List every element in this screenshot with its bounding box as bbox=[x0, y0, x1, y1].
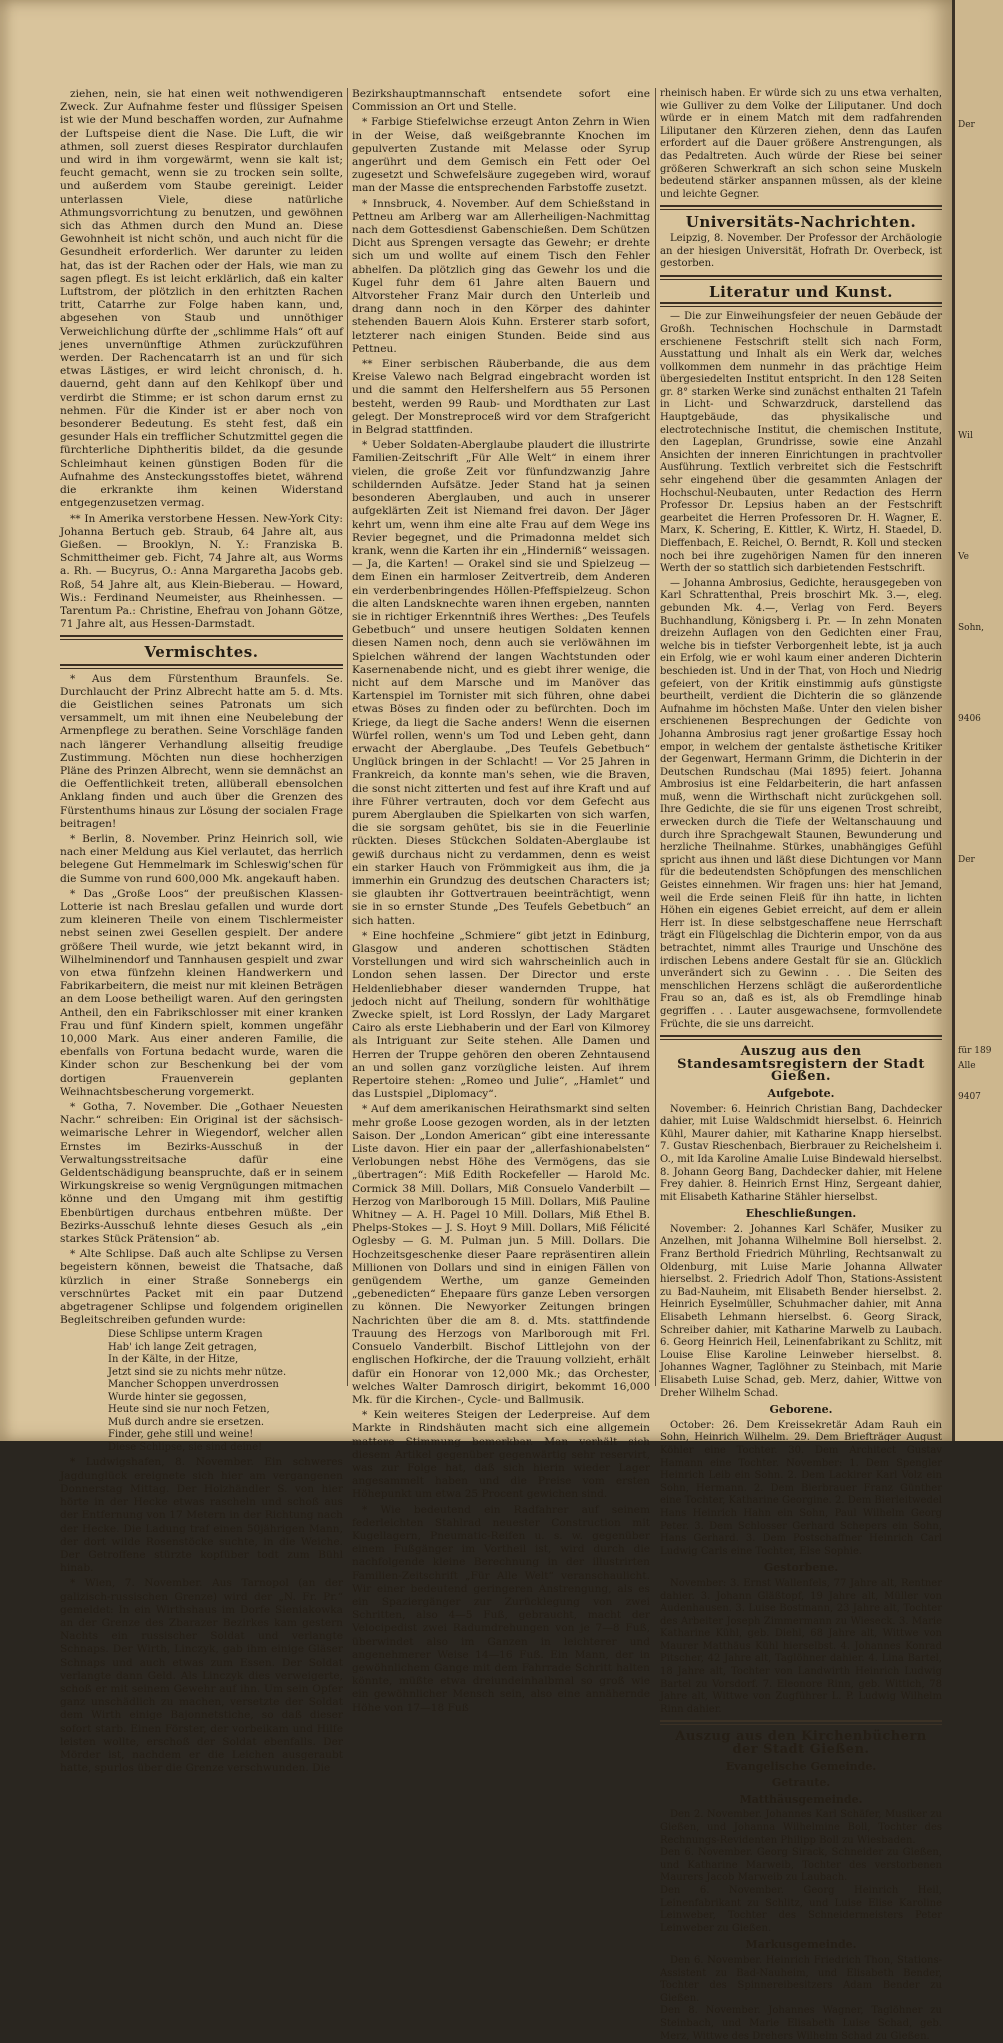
register-aufgebote: November: 6. Heinrich Christian Bang, Dachdecker dahier, mit Luise Waldschmidt hierselbst. 6. Heinrich Kühl, Maurer dahier, mit Katharine Knapp hierselbst. 7. Gustav Rieschenbach, Bierbrauer zu Reichelsheim i. O., mit Ida Karoline Amalie Luise Bindewald hierselbst. 8. Johann Georg Bang, Dachdecker dahier, mit Helene Frey dahier. 8. Heinrich Ernst Hinz, Sergeant dahier, mit Elisabeth Katharine Stähler hierselbst. bbox=[660, 1103, 942, 1203]
poem-line: Wurde hinter sie gegossen, bbox=[108, 1391, 247, 1403]
register-markus: Den 6. November. Heinrich Friedrich Thon, Stations-Assistent zu Bad-Nauheim, und Elisabeth Bender, Tochter des Spinnereibesitzers Adam Bender zu Gießen. Den 8. November. Johannes Wagner, Taglöhner zu Steinbach, und Marie Elisabeth Luise Schad, geb. Merz, Wittwe des Drehers Wilhelm Schad zu Gießen. bbox=[660, 1954, 942, 2042]
article-berlin: * Berlin, 8. November. Prinz Heinrich soll, wie nach einer Meldung aus Kiel verlautet, das herrlich belegene Gut Hemmelmark im Schleswig'schen für die Summe von rund 600,000 Mk. angekauft haben. bbox=[60, 832, 343, 885]
adjacent-page-edge bbox=[952, 0, 1003, 1441]
edge-text: für 189 bbox=[958, 1046, 992, 1056]
article-radfahrer: * Wie bedeutend ein Radfahrer auf seinem federleichten Stahlrad neuester Construction mit Kugellagern, Pneumatic-Reifen u. s. w. gegenüber einem Fußgänger im Vortheil ist, wird durch die nachfolgende kleine Berechnung in der illustrirten Familien-Zeitschrift „Für Alle Welt“ veranschaulicht. Wir einer bedeutend geringeren Anstrengung, als es ein Spaziergänger zur Zurücklegung von zwei Schritten, also 4—5 Fuß, gebraucht, macht der Velocipedist zwei Radumdrehungen von je 7—8 Fuß, überwindet also im Ganzen in leichterer und angenehmerer Weise 14—16 Fuß. Ein Mann, der in gewöhnlichem Gange mit dem Fahrrade Schritt halten könnte, müßte etwa dreiundeinhalbmal so groß wie ein gewöhnlicher Mensch sein, also eine annähernde Höhe von 17—18 Fuß bbox=[352, 1503, 650, 1714]
article-raeuberbande: ** Einer serbischen Räuberbande, die aus dem Kreise Valewo nach Belgrad eingebracht worden ist und die sammt den Helfershelfern aus 55 Personen besteht, werden 99 Raub- und Mordthaten zur Last gelegt. Der Monstreproceß wird vor dem Strafgericht in Belgrad stattfinden. bbox=[352, 358, 650, 437]
article-soldaten-aberglaube: * Ueber Soldaten-Aberglaube plaudert die illustrirte Familien-Zeitschrift „Für Alle Welt“ in einem ihrer vielen, die große Zeit vor fünfundzwanzig Jahre schildernden Aufsätze. Jeder Stand hat ja seinen besonderen Aberglauben, und auch in unserer aufgeklärten Zeit ist Niemand frei davon. Der Jäger kehrt um, wenn ihm eine alte Frau auf dem Wege ins Revier begegnet, und die Primadonna meldet sich krank, wenn die Karten ihr ein „Hinderniß“ weissagen. — Ja, die Karten! — Orakel sind sie und Spielzeug — dem Einen ein harmloser Zeitvertreib, dem Anderen ein verderbenbringendes Höllen-Pfeffspielzeug. Schon die alten Landsknechte waren ihnen ergeben, nannten sie in richtiger Erkenntniß ihres Werthes: „Des Teufels Gebetbuch“ und unsere heutigen Soldaten kennen diesen Namen noch, denn auch sie verlöwähnen im Spielchen während der langen Wachtstunden oder Kasernenabende nicht, und es giebt ihrer wenige, die nicht auf dem Marsche und im Manöver das Kartenspiel im Tornister mit sich führen, ohne dabei etwas Böses zu finden oder zu befürchten. Doch im Kriege, da liegt die Sache anders! Wenn die eisernen Würfel rollen, wenn's um Tod und Leben geht, dann erwacht der Aberglaube. „Des Teufels Gebetbuch“ Unglück bringen in der Schlacht! — Vor 25 Jahren in Frankreich, da konnte man's sehen, wie die Braven, die sonst nicht zitterten und fest auf ihre Kraft und auf ihre Führer vertrauten, doch vor dem Gefecht aus purem Aberglauben die Spielkarten von sich warfen, die sie sorgsam gehütet, bis sie in die Feuerlinie rückten. Dieses Stückchen Soldaten-Aberglaube ist gewiß durchaus nicht zu verdammen, denn es weist ein starker Hauch von Frömmigkeit aus ihm, die ja immerhin ein Grundzug des deutschen Characters ist; sie glaubten ihr Gottvertrauen beeinträchtigt, wenn sie in so ernster Stunde „Des Teufels Gebetbuch“ an sich hatten. bbox=[352, 439, 650, 927]
article-alte-schlipse: * Alte Schlipse. Daß auch alte Schlipse zu Versen begeistern können, beweist die Thatsache, daß kürzlich in einer Straße Sonnebergs ein verschnürtes Packet mit ein paar Dutzend abgetragener Schlipse und folgendem originellen Begleitschreiben gefunden wurde: bbox=[60, 1248, 343, 1327]
divider bbox=[660, 205, 942, 210]
edge-text: 9406 bbox=[958, 714, 981, 724]
subheading-geborene: Geborene. bbox=[769, 1403, 833, 1417]
column-rule bbox=[347, 88, 348, 1386]
article-nose-breathing: ziehen, nein, sie hat einen weit nothwendigeren Zweck. Zur Aufnahme fester und flüssiger Speisen ist wie der Mund beschaffen worden, zur Aufnahme der Luftspeise dient die Nase. Die Luft, die wir athmen, soll zuerst dieses Respirator durchlaufen und wird in ihm vorgewärmt, wenn sie kalt ist; feucht gemacht, wenn sie zu trocken sein sollte, und außerdem vom Staube gereinigt. Leider unterlassen Viele, diese natürliche Athmungsvorrichtung zu benutzen, und gewöhnen sich das Athmen durch den Mund an. Diese Gewohnheit ist nicht schön, und auch nicht für die Gesundheit erforderlich. Wer darunter zu leiden hat, das ist der Rachen oder der Hals, wie man zu sagen pflegt. Es ist leicht erklärlich, daß ein kalter Luftstrom, der plötzlich in den erhitzten Rachen tritt, Catarrhe zur Folge haben kann, und, abgesehen von Staub und unnöthiger Verweichlichung dürfte der „schlimme Hals“ oft auf jenes unvernünftige Athmen zurückzuführen werden. Der Rachencatarrh ist an und für sich etwas Lästiges, er wird leicht chronisch, d. h. dauernd, geht dann auf den Kehlkopf über und verdirbt die Stimme; er ist schon darum ernst zu nehmen. Für die Kinder ist er aber noch von besonderer Bedeutung. Es steht fest, daß ein gesunder Hals ein trefflicher Schutzmittel gegen die fürchterliche Diphtheritis bildet, da die gesunde Schleimhaut keinen günstigen Boden für die Aufnahme des Ansteckungsstoffes bietet, während die erkrankte ihm keinen Widerstand entgegenzusetzen vermag. bbox=[60, 88, 343, 510]
divider bbox=[660, 1720, 942, 1725]
section-heading-vermischtes: Vermischtes. bbox=[144, 643, 259, 662]
column-middle bbox=[352, 88, 650, 1714]
section-heading-standesamt: Auszug aus den Standesamtsregistern der Stadt Gießen. bbox=[677, 1044, 925, 1085]
edge-text: Der bbox=[958, 120, 975, 130]
article-ludwigshafen: * Ludwigshafen, 8. November. Ein schweres Jagdunglück ereignete sich hier am vergangenen Donnerstag Mittag. Der Holzhändler S. von hier hörte in der Hecke etwas rascheln und schoß aus der Entfernung von 17 Metern in der Richtung nach der Hecke. Die Ladung traf einen 50jährigen Mann, der dort wilde Rosenstöcke suchte, in die Weiche. Der Getroffene stürzte kopfüber todt zum Bühl hinab. bbox=[60, 1456, 343, 1575]
divider bbox=[660, 275, 942, 280]
edge-text: Ve bbox=[958, 552, 969, 562]
poem-line: Heute sind sie nur noch Fetzen, bbox=[108, 1404, 270, 1416]
section-heading-universitaet: Universitäts-Nachrichten. bbox=[685, 213, 917, 232]
edge-text: Der bbox=[958, 855, 975, 865]
poem-line: Finder, gehe still und weine! bbox=[108, 1429, 254, 1441]
article-festschrift: — Die zur Einweihungsfeier der neuen Gebäude der Großh. Technischen Hochschule in Darmstadt erschienene Festschrift stellt sich nach Form, Ausstattung und Inhalt als ein Werk dar, welches vollkommen dem nunmehr in das prächtige Heim übergesiedelten Institut entspricht. In den 128 Seiten gr. 8° starken Werke sind zunächst enthalten 21 Tafeln in Licht- und Schwarzdruck, darstellend das Hauptgebäude, das physikalische und electrotechnische Institut, die chemischen Institute, den Lageplan, Grundrisse, sowie eine Anzahl Ansichten der inneren Einrichtungen in prachtvoller Ausführung. Textlich verbreitet sich die Festschrift sehr eingehend über die gesammten Anlagen der Hochschul-Neubauten, unter Redaction des Herrn Professor Dr. Lepsius haben an der Festschrift gearbeitet die Herren Professoren Dr. H. Wagner, E. Marx, K. Schering, E. Kittler, K. Wirtz, H. Staedel, D. Dieffenbach, E. Reichel, O. Berndt, R. Koll und stecken noch bei ihre zugehörigen Namen für den inneren Werth der so stattlich sich darbietenden Festschrift. bbox=[660, 311, 942, 575]
article-braunfels: * Aus dem Fürstenthum Braunfels. Se. Durchlaucht der Prinz Albrecht hatte am 5. d. Mts. die Geistlichen seines Patronats um sich versammelt, um mit ihnen eine Neubelebung der Armenpflege zu berathen. Seine Vorschläge fanden nach längerer Verhandlung allseitig freudige Zustimmung. Möchten nun diese hochherzigen Pläne des Prinzen Albrecht, wenn sie demnächst an die Oeffentlichkeit treten, allüberall ebensolchen Anklang finden und auch über die Grenzen des Fürstenthums hinaus zur Lösung der socialen Frage beitragen! bbox=[60, 672, 343, 830]
divider bbox=[60, 664, 343, 669]
article-wien: * Wien, 7. November. Aus Tarnopol (an der galizisch-russischen Grenze) wird der „N. Fr. Pr.“ gemeldet: In ein Wirthshaus im Dorfe Sieniakowka an der Grenze des Zbarazer Bezirkes kam gestern Nachts ein russischer Soldat und verlangte Schnaps. Der Wirth, Linczyk, gab ihm einige Gläser Schnaps und auch etwas zum Essen. Der Soldat verlangte dann Geld. Als Linczyk dies verweigerte, schoß er mit seinem Gewehr auf ihn. Um sein Opfer ganz unschädlich zu machen, versetzte der Soldat dem Wirth einige Bajonnetstiche, so daß dieser sofort starb. Einen Förster, der vorbeikam und Hilfe leisten wollte, erschoß der Soldat ebenfalls. Der Mörder ist, nachdem er die Leichen ausgeraubt hatte, spurlos über die Grenze verschwunden. Die bbox=[60, 1577, 343, 1775]
poem-line: In der Kälte, in der Hitze, bbox=[108, 1354, 239, 1366]
section-heading-kirchenbuecher: Auszug aus den Kirchenbüchern der Stadt Gießen. bbox=[675, 1729, 927, 1758]
column-rule bbox=[655, 88, 656, 1386]
edge-text: Wil bbox=[958, 431, 973, 441]
column-right bbox=[660, 88, 942, 2042]
article-schmiere: * Eine hochfeine „Schmiere“ gibt jetzt in Edinburg, Glasgow und anderen schottischen Städten Vorstellungen und wird sich wahrscheinlich auch in London sehen lassen. Der Director und erste Heldenliebhaber dieser wandernden Truppe, hat jedoch nicht auf Theilung, sondern für wohlthätige Zwecke spielt, ist Lord Rosslyn, der Lady Margaret Cairo als erste Liebhaberin und der Earl von Kilmorey als Intriguant zur Seite stehen. Alle Damen und Herren der Truppe gehören den oberen Zehntausend an und sollen ganz vorzügliche leisten. Auf ihrem Repertoire stehen: „Romeo und Julie“, „Hamlet“ und das Lustspiel „Diplomacy“. bbox=[352, 929, 650, 1101]
article-innsbruck: * Innsbruck, 4. November. Auf dem Schießstand in Pettneu am Arlberg war am Allerheiligen-Nachmittag nach dem Gottesdienst Gabenschießen. Dem Schützen Dicht aus Sprengen versagte das Gewehr; er drehte sich um und wollte auf einem Tisch den Fehler abhelfen. Da plötzlich ging das Gewehr los und die Kugel fuhr dem 61 Jahre alten Bauern und Altvorsteher Franz Mair durch den Unterleib und drang dann noch in den Körper des dahinter stehenden Bauern Alois Kuhn. Ersterer starb sofort, letzterer nach einigen Stunden. Beide sind aus Pettneu. bbox=[352, 197, 650, 355]
register-eheschliessungen: November: 2. Johannes Karl Schäfer, Musiker zu Anzelhen, mit Johanna Wilhelmine Boll hierselbst. 2. Franz Berthold Friedrich Mührling, Rechtsanwalt zu Oldenburg, mit Luise Marie Johanna Allwater hierselbst. 2. Friedrich Adolf Thon, Stations-Assistent zu Bad-Nauheim, mit Elisabeth Bender hierselbst. 2. Heinrich Eyselmüller, Schuhmacher dahier, mit Anna Elisabeth Lehmann hierselbst. 6. Georg Sirack, Schreiber dahier, mit Katharine Marwelb zu Laubach. 6. Georg Heinrich Heil, Leinenfabrikant zu Schlitz, mit Louise Elise Karoline Leinweber hierselbst. 8. Johannes Wagner, Taglöhner zu Steinbach, mit Marie Elisabeth Luise Schad, geb. Merz, dahier, Wittwe von Dreher Wilhelm Schad. bbox=[660, 1223, 942, 1399]
article-gotha: * Gotha, 7. November. Die „Gothaer Neuesten Nachr.“ schreiben: Ein Original ist der sächsisch-weimarische Lehrer in Wiegendorf, welcher allen Ernstes im Bezirks-Ausschuß in der Verwaltungsstreitsache dafür eine Geldentschädigung beanspruchte, daß er in seinem Wirkungskreise so wenig Vergnügungen mitmachen könne und den Umgang mit ihm gestiftig Ebenbürtigen durchaus entbehren müßte. Der Bezirks-Ausschuß lehnte dieses Gesuch als „ein starkes Stück Prätension“ ab. bbox=[60, 1101, 343, 1246]
subheading-aufgebote: Aufgebote. bbox=[767, 1086, 835, 1100]
poem-line: Muß durch andre sie ersetzen. bbox=[108, 1416, 265, 1428]
article-continuation: rheinisch haben. Er würde sich zu uns etwa verhalten, wie Gulliver zu dem Volke der Liliputaner. Und doch würde er in einem Match mit dem radfahrenden Liliputaner den Kürzeren ziehen, denn das Laufen erfordert auf die Dauer größere Anstrengungen, als das Pedaltreten. Auch würde der Riese bei seiner größeren Schwerkraft an sich schon seine Muskeln bedeutend stärker anspannen müssen, als der kleine und leichte Gegner. bbox=[660, 88, 942, 200]
poem bbox=[108, 1329, 343, 1454]
register-gestorbene: November: 3. Ernst Wallenfels, 77 Jahre alt, Rentner dahier. 3. Johann Gläßtopf, 19 Jahre alt, Müller von Audenhausen. 3. Luise Bostmann, 23 Jahre alt, Tochter des Arbeiter Joseph Zimmermann zu Wieseck. 3. Marie Katharine Kühl, geb. Diehl, 68 Jahre alt, Wittwe von Maurer Matthäus Kühl hierselbst. 4. Johannes Konrad Pitscher, 42 Jahre alt, Taglöhner dahier. 4. Lina Bartel, 18 Jahre alt, Tochter von Landwirth Heinrich Ludwig Bartel zu Vorsdorf. 7. Eleonore Rinn, geb. Wittich, 78 Jahre alt, Wittwe von Zugführer L. P. Ludwig Wilhelm Rinn dahier. bbox=[660, 1577, 942, 1715]
register-matthaeus: Den 2. November. Johannes Karl Schäfer, Musiker zu Gießen, und Johanna Wilhelmine Boll, Tochter des Rechnungs-Revidenten Philipp Boll zu Wiesbaden. Den 6. November. Georg Sirack, Schneider zu Gießen, und Katharine Marweib, Tochter des verstorbenen Maurers Jacob Marweib zu Laubach. Den 6. November. Georg Heinrich Heil, Leinenfabrikant zu Schlitz, und Luise Elise Karoline Leinweber, Tochter des Schneidermeisters Peter Leinweber zu Gießen. bbox=[660, 1809, 942, 1934]
subheading-getraute: Getraute. bbox=[771, 1776, 831, 1790]
register-geborene: October: 26. Dem Kreissekretär Adam Rauh ein Sohn, Heinrich Wilhelm. 29. Dem Briefträger August Köhler eine Tochter. 30. Dem Architect Gustav Hamann eine Tochter. November: 1. Dem Spengler Heinrich Leib ein Sohn. 2. Dem Lackirer Karl Volz ein Sohn, Hermann. 2. Dem Bierbrauer Franz Günther eine Tochter, Katharine Georgine. 2. Dem Bierleitwedel Hans Heinrich Hahn ein Sohn, Paul Wilhelm Georg Peter. 3. Dem Schlosser Gerhard Schepers ein Sohn, Hans Gerhard. 3. Dem Postschaffner Heinrich Carl Ludwig Carls eine Tochter, Else Sophie. bbox=[660, 1419, 942, 1557]
edge-text: Alle bbox=[958, 1061, 976, 1071]
article-ambrosius: — Johanna Ambrosius, Gedichte, herausgegeben von Karl Schrattenthal, Preis broschirt Mk. 3.—, eleg. gebunden Mk. 4.—, Verlag von Ferd. Beyers Buchhandlung, Königsberg i. Pr. — In zehn Monaten dreizehn Auflagen von den Gedichten einer Frau, welche bis in tiefster Verborgenheit lebte, ist ja auch ein Erfolg, wie er wohl kaum einer anderen Dichterin beschieden ist. Und in der That, von Hoch und Niedrig gefeiert, von der Kritik einstimmig aufs günstigste beurtheilt, verdient die Dichterin die so glänzende Aufnahme im höchsten Maße. Unter den vielen bisher erschienenen Besprechungen der Gedichte von Johanna Ambrosius ragt jener großartige Essay hoch empor, in welchem der gentalste ästhetische Kritiker der Gegenwart, Hermann Grimm, die Dichterin in der Deutschen Rundschau (Mai 1895) feiert. Johanna Ambrosius ist eine Feldarbeiterin, die hart anfassen muß, wenn die Wirthschaft nicht zurückgehen soll. Ihre Gedichte, die sie für uns eigenen Trost schreibt, erwecken durch die Tiefe der Weltanschauung und durch ihre Sprachgewalt Staunen, Bewunderung und herzliche Theilnahme. Stürkes, unabhängiges Gefühl spricht aus ihnen und läßt diese Dichtungen vor Mann für die bedeutendsten Schöpfungen des menschlichen Geistes einnehmen. Wir fragen uns: hier hat Jemand, weil die Erde seinen Fleiß für ihn hatte, in lichten Höhen ein eigenes Gebiet erreicht, auf dem er allein Herr ist. In diese selbstgeschaffene neue Herrschaft trägt ein Flügelschlag die Dichterin empor, von da aus betrachtet, nimmt alles Traurige und Unschöne des irdischen Lebens andere Gestalt für sie an. Glücklich unverändert sich zu Gewinn . . . Die Seiten des menschlichen Herzens schlägt die außerordentliche Frau so an, daß es ist, als ob Fremdlinge hinab gegriffen . . . Lauter ausgewachsene, formvollendete Früchte, die sie uns darreicht. bbox=[660, 577, 942, 1030]
article-grosses-loos: * Das „Große Loos“ der preußischen Klassen-Lotterie ist nach Breslau gefallen und wurde dort zum kleineren Theile von einem Tischlermeister nebst seinen zwei Gesellen gespielt. Der andere größere Theil wurde, wie jetzt bekannt wird, in Wilhelminendorf und Tannhausen gespielt und zwar von etwa fünfzehn kleinen Handwerkern und Fabrikarbeitern, die meist nur mit kleinen Beträgen an dem Loose betheiligt waren. Auf den geringsten Antheil, den ein Fabrikschlosser mit einer kranken Frau und fünf Kindern spielt, kommen ungefähr 10,000 Mark. Aus einer anderen Familie, die ebenfalls von Fortuna bedacht wurde, waren die Kinder schon zur Beschenkung bei der vom dortigen Frauenverein geplanten Weihnachtsbescherung vorgemerkt. bbox=[60, 887, 343, 1098]
article-stiefelwichse: * Farbige Stiefelwichse erzeugt Anton Zehrn in Wien in der Weise, daß weißgebrannte Knochen im gepulverten Zustande mit Melasse oder Syrup angerührt und dem Gemisch ein Fett oder Oel zugesetzt und Schwefelsäure zugegeben wird, worauf man der Masse die entsprechenden Farbstoffe zusetzt. bbox=[352, 116, 650, 195]
divider bbox=[60, 635, 343, 640]
section-heading-literatur: Literatur und Kunst. bbox=[709, 282, 893, 301]
subheading-gestorbene: Gestorbene. bbox=[763, 1561, 839, 1575]
poem-line: Jetzt sind sie zu nichts mehr nütze. bbox=[108, 1366, 287, 1378]
poem-line: Hab' ich lange Zeit getragen, bbox=[108, 1341, 257, 1353]
edge-text: Sohn, bbox=[958, 623, 985, 633]
subheading-matthaeus: Matthäusgemeinde. bbox=[739, 1792, 863, 1806]
poem-line: Diese Schlipse unterm Kragen bbox=[108, 1329, 263, 1341]
article-america-deaths: ** In Amerika verstorbene Hessen. New-York City: Johanna Bertuch geb. Straub, 64 Jahre alt, aus Gießen. — Brooklyn, N. Y.: Franziska B. Schmittheimer geb. Ficht, 74 Jahre alt, aus Worms a. Rh. — Bucyrus, O.: Anna Margaretha Jacobs geb. Roß, 54 Jahre alt, aus Klein-Bieberau. — Howard, Wis.: Ferdinand Neumeister, aus Rheinhessen. — Tarentum Pa.: Christine, Ehefrau von Johann Götze, 71 Jahre alt, aus Hessen-Darmstadt. bbox=[60, 512, 343, 631]
article-lederpreise: * Kein weiteres Steigen der Lederpreise. Auf dem Markte in Rindshäuten macht sich eine allgemein mattere Stimmung bemerkbar. Man verhält sich diesem Artikel gegenüber gegenwärtig sehr reservirt, was zur Folge hat, daß sich hierin wieder Lager angesammelt haben und die Preise vom ersten Höhepunkt um etwa 25 Procent gewichen sind. bbox=[352, 1409, 650, 1501]
poem-line: Diese Schlipse, sie sind deine! bbox=[108, 1441, 263, 1453]
column-left bbox=[60, 88, 343, 1775]
divider bbox=[660, 302, 942, 307]
divider bbox=[660, 1035, 942, 1040]
poem-line: Mancher Schoppen unverdrossen bbox=[108, 1379, 279, 1391]
article-heirathsmarkt: * Auf dem amerikanischen Heirathsmarkt sind selten mehr große Loose gezogen worden, als in der letzten Saison. Der „London American“ gibt eine interessante Liste davon. Hier ein paar der „allerfashionabelsten“ Verlobungen nebst Höhe des Vermögens, das sie „übertragen“: Miß Edith Rockefeller — Harold Mc. Cormick 38 Mill. Dollars, Miß Consuelo Vanderbilt — Herzog von Marlborough 15 Mill. Dollars, Miß Pauline Whitney — A. H. Pagel 10 Mill. Dollars, Miß Ethel B. Phelps-Stokes — J. S. Hoyt 9 Mill. Dollars, Miß Félicité Oglesby — G. M. Pulman jun. 5 Mill. Dollars. Die Hochzeitsgeschenke dieser Paare repräsentiren allein Millionen von Dollars und sind in einigen Fällen von genügendem Werthe, um ganze Gemeinden „gebenedicten“ Ehepaare fürs ganze Leben versorgen zu können. Die Newyorker Zeitungen bringen Nachrichten über die am 8. d. Mts. stattfindende Trauung des Herzogs von Marlborough mit Frl. Consuelo Vanderbilt. Bischof Littlejohn von der englischen Hofkirche, der die Trauung vollzieht, erhält dafür ein Honorar von 12,000 Mk.; das Orchester, welches Walter Damrosch dirigirt, bekommt 16,000 Mk. für die Kirchen-, Cycle- und Ballmusik. bbox=[352, 1103, 650, 1406]
article-leipzig: Leipzig, 8. November. Der Professor der Archäologie an der hiesigen Universität, Hofrath Dr. Overbeck, ist gestorben. bbox=[660, 232, 942, 270]
subheading-markus: Markusgemeinde. bbox=[745, 1938, 857, 1952]
subheading-evangelisch: Evangelische Gemeinde. bbox=[725, 1759, 877, 1773]
subheading-eheschliessungen: Eheschließungen. bbox=[745, 1207, 857, 1221]
article-continuation: Bezirkshauptmannschaft entsendete sofort eine Commission an Ort und Stelle. bbox=[352, 88, 650, 114]
edge-text: 9407 bbox=[958, 1092, 981, 1102]
